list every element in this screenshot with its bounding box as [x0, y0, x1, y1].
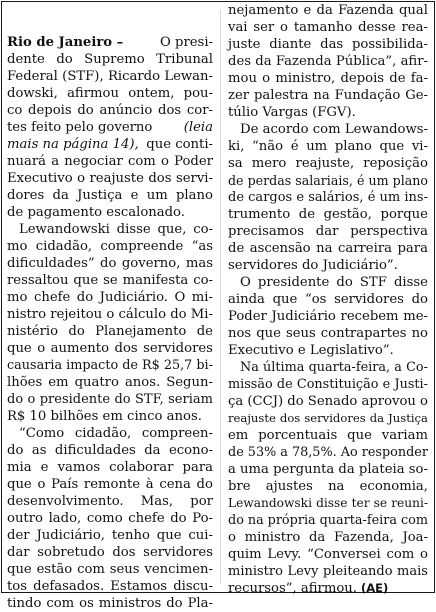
article-line: que o País remonte à cena do: [7, 477, 213, 492]
article-line: tes feito pelo governo (leia: [7, 120, 213, 135]
news-clipping: [1, 1, 435, 611]
article-line: mou o ministro, depois de fa-: [228, 71, 428, 86]
article-line: causaria impacto de R$ 25,7 bi-: [7, 358, 213, 373]
article-line: ça (CCJ) do Senado aprovou o: [228, 394, 428, 409]
article-line: trumento de gestão, porque: [228, 207, 428, 222]
article-line: sa mero reajuste, reposição: [228, 156, 428, 171]
article-line: nos que seus contrapartes no: [228, 326, 428, 341]
article-line: servidores do Judiciário”.: [228, 258, 398, 273]
article-line: nejamento e da Fazenda qual: [228, 3, 428, 18]
article-line: [7, 34, 213, 51]
article-line: Executivo o reajuste dos servi-: [7, 171, 213, 186]
cross-reference: mais na página 14),: [7, 137, 139, 152]
article-line: vai ser o tamanho desse rea-: [228, 20, 428, 35]
article-line: co depois do anúncio dos cor-: [7, 103, 213, 118]
article-line: dificuldades” do governo, mas: [7, 256, 213, 271]
article-line: que o aumento dos servidores: [7, 341, 213, 356]
article-line: dar sobretudo dos servidores: [7, 545, 213, 560]
article-line: lhões em quatro anos. Segun-: [7, 375, 213, 390]
article-line: nuará a negociar com o Poder: [7, 154, 213, 169]
article-text: O presi-: [160, 35, 213, 50]
article-line: em porcentuais que variam: [228, 428, 428, 443]
article-column-left: [7, 2, 213, 611]
article-line: juste diante das possibilida-: [228, 37, 428, 52]
article-line: precisamos dar perspectiva: [228, 224, 428, 239]
article-line: Lewandowski disse que, co-: [19, 222, 213, 237]
article-line: do as dificuldades da econo-: [7, 443, 213, 458]
article-line: ministro Levy pleiteando mais: [228, 564, 428, 579]
article-line: der Judiciário, tenho que cui-: [7, 528, 213, 543]
article-line: O presidente do STF disse: [240, 275, 428, 290]
article-line: mais na página 14), que conti-: [7, 137, 213, 152]
article-line: Na última quarta-feira, a Co-: [240, 360, 428, 375]
article-line: do o presidente do STF, seriam: [7, 392, 213, 407]
dateline: Rio de Janeiro –: [7, 35, 124, 50]
article-line: outro lado, como chefe do Po-: [7, 511, 213, 526]
article-line: nistério do Planejamento de: [7, 324, 213, 339]
column-divider: [220, 10, 221, 584]
article-line: dores da Justiça e um plano: [7, 188, 213, 203]
article-column-right: [228, 2, 428, 596]
article-line: des da Fazenda Pública”, afir-: [228, 54, 428, 69]
article-line: R$ 10 bilhões em cinco anos.: [7, 409, 202, 424]
article-line: que estão com seus vencimen-: [7, 562, 213, 577]
article-line: de perdas salariais, é um plano: [228, 173, 428, 188]
article-line: o ministro da Fazenda, Joa-: [228, 530, 428, 545]
article-line: ressaltou que se manifesta co-: [7, 273, 213, 288]
article-line: dowski, afirmou ontem, pou-: [7, 86, 213, 101]
article-line: de ascensão na carreira para: [228, 241, 428, 256]
cross-reference: (leia: [183, 120, 213, 135]
article-line: [228, 580, 428, 597]
article-text: recursos”, afirmou.: [228, 581, 357, 596]
article-line: bre ajustes na economia,: [228, 479, 428, 494]
article-line: Lewandowski disse ter se reuni-: [228, 496, 428, 510]
article-line: nistro rejeitou o cálculo do Mi-: [7, 307, 213, 322]
article-line: desenvolvimento. Mas, por: [7, 494, 213, 509]
article-line: mo chefe do Judiciário. O mi-: [7, 290, 213, 305]
article-line: zer palestra na Fundação Ge-: [228, 88, 428, 103]
article-line: “Como cidadão, compreen-: [19, 426, 213, 441]
article-line: túlio Vargas (FGV).: [228, 105, 356, 120]
article-line: De acordo com Lewandows-: [240, 122, 428, 137]
article-line: a uma pergunta da plateia so-: [228, 462, 428, 477]
article-line: missão de Constituição e Justi-: [228, 377, 428, 392]
article-line: de 53% a 78,5%. Ao responder: [228, 445, 428, 460]
article-line: do na própria quarta-feira com: [228, 513, 428, 528]
article-line: de cargos e salários, é um ins-: [228, 190, 428, 205]
agency-credit: (AE): [360, 581, 389, 595]
article-line: dente do Supremo Tribunal: [7, 52, 213, 67]
article-line: Executivo e Legislativo”.: [228, 343, 394, 358]
article-line: de pagamento escalonado.: [7, 205, 185, 220]
article-line: reajuste dos servidores da Justiça: [228, 411, 428, 425]
article-line: tindo com os ministros do Pla-: [7, 596, 213, 611]
article-line: mia e vamos colaborar para: [7, 460, 213, 475]
article-line: quim Levy. “Conversei com o: [228, 547, 428, 562]
article-line: Federal (STF), Ricardo Lewan-: [7, 69, 213, 84]
article-line: mo cidadão, compreende “as: [7, 239, 213, 254]
article-line: tos defasados. Estamos discu-: [7, 579, 213, 594]
article-line: ainda que “os servidores do: [228, 292, 428, 307]
article-line: ki, “não é um plano que vi-: [228, 139, 428, 154]
article-line: Poder Judiciário recebem me-: [228, 309, 428, 324]
